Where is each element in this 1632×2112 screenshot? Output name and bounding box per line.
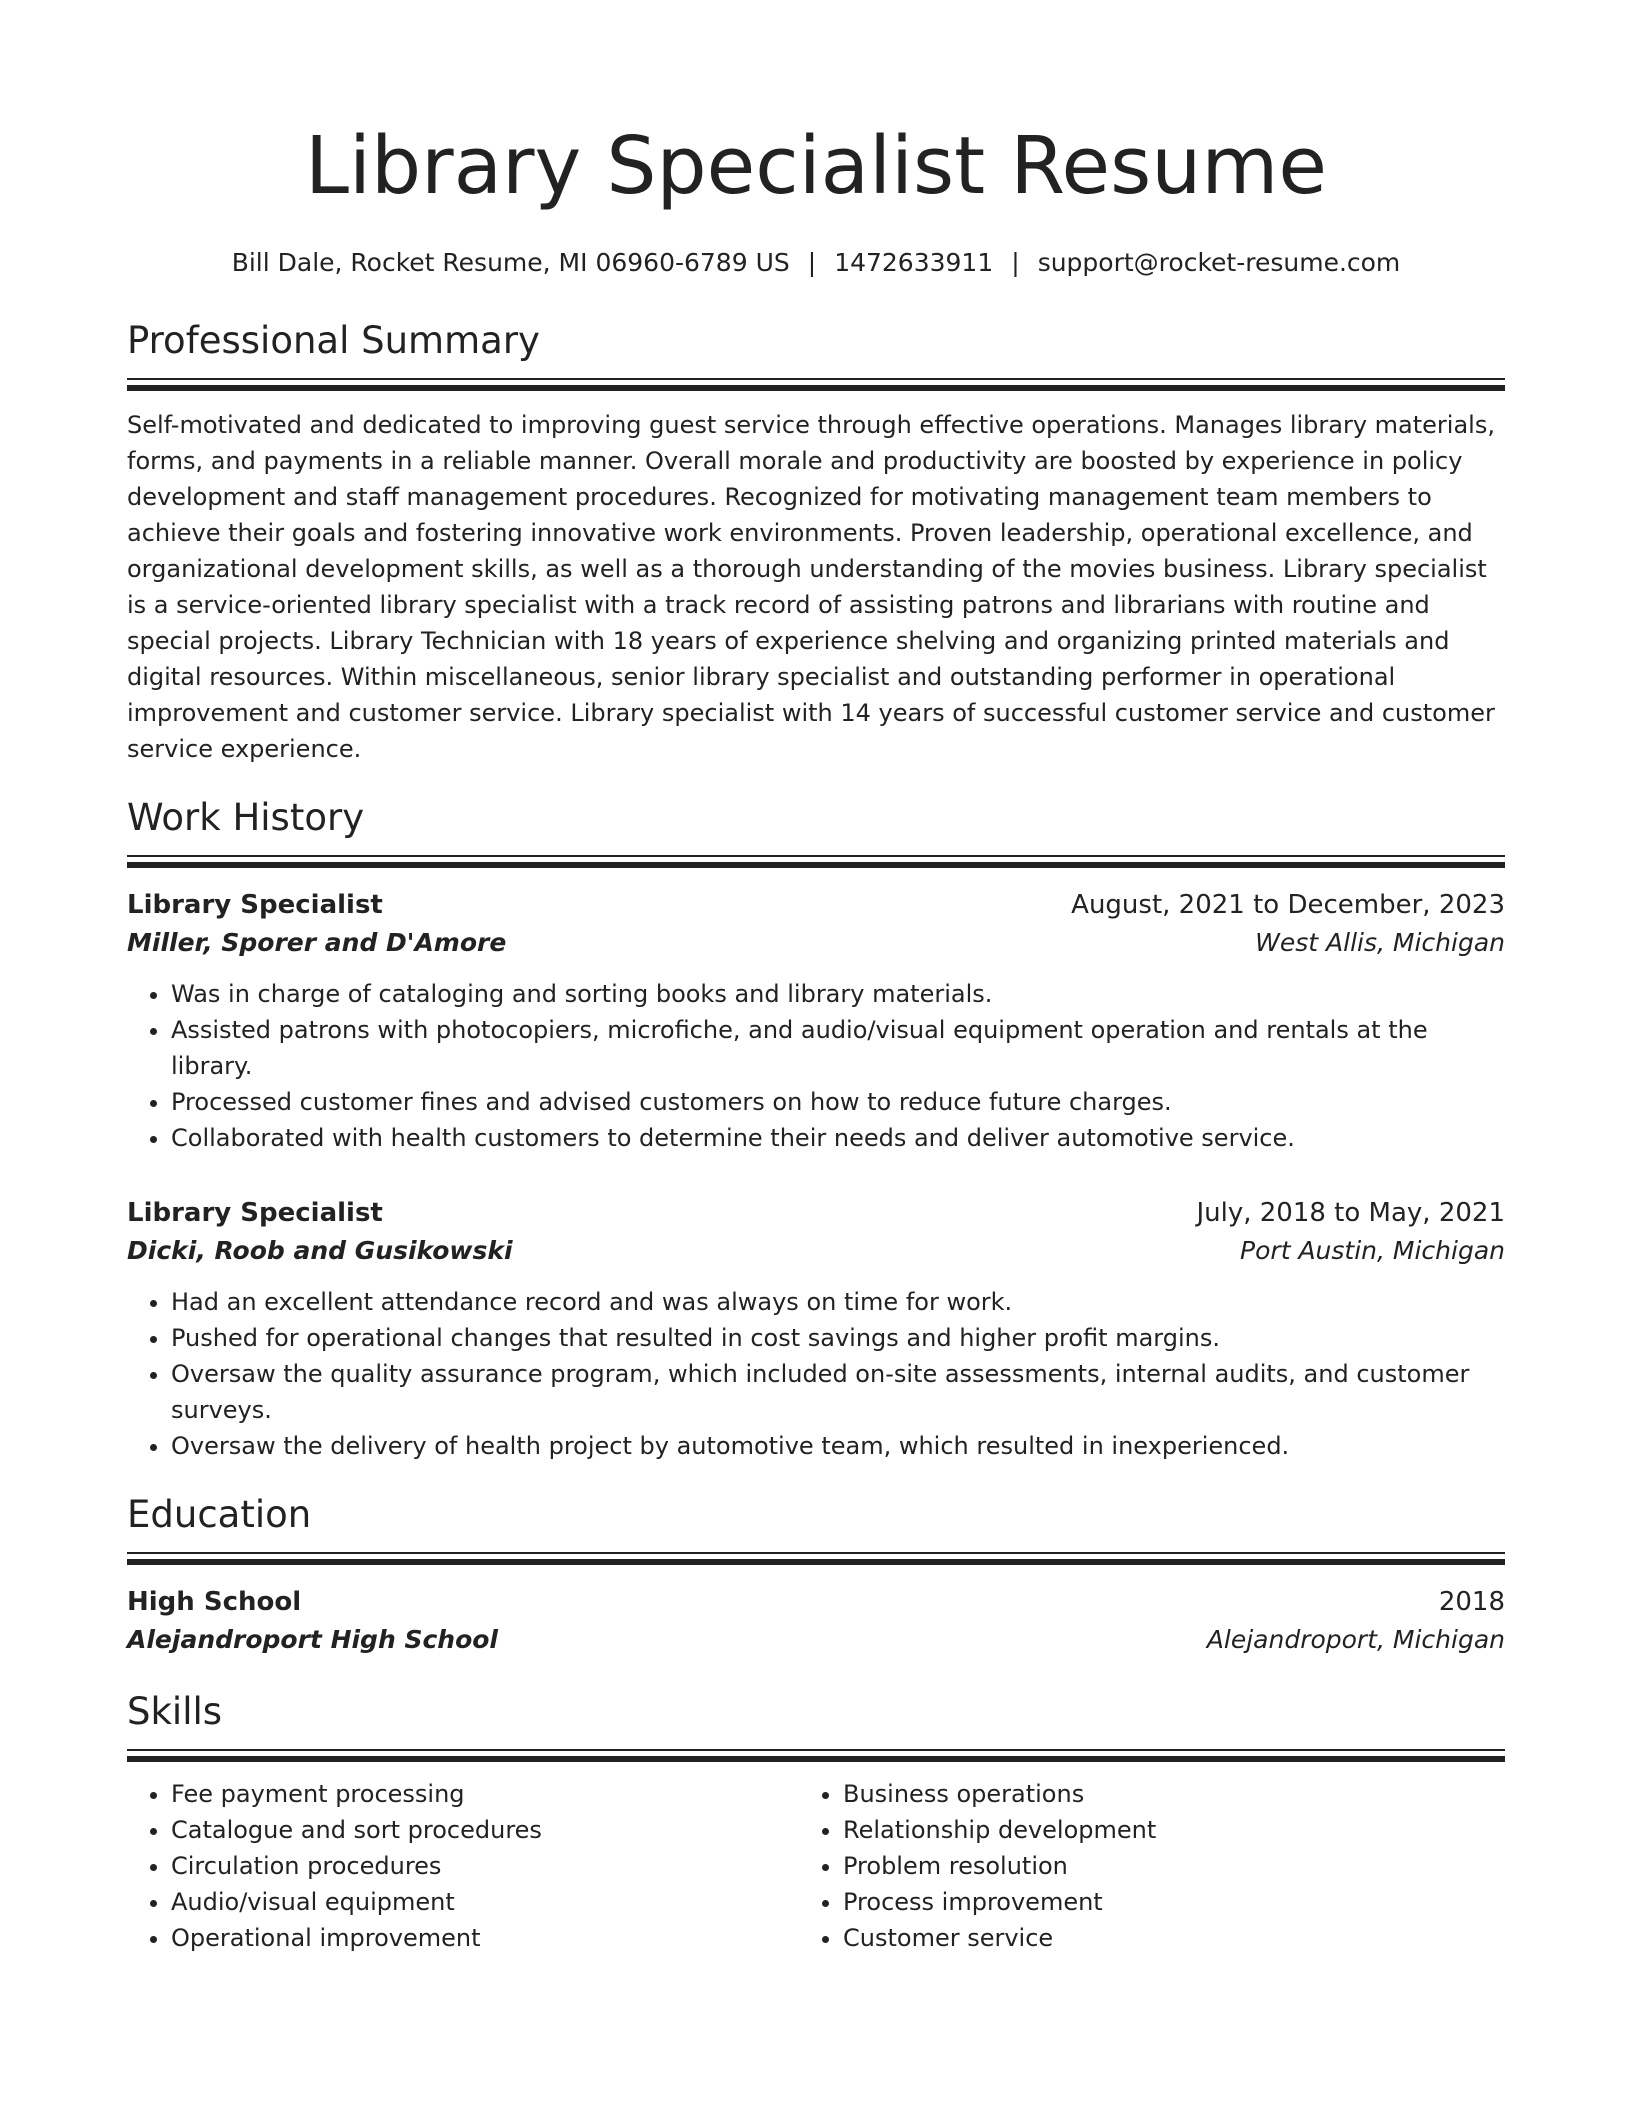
section-divider-thick (127, 862, 1505, 868)
section-heading-education: Education (127, 1493, 312, 1536)
job-location: Port Austin, Michigan (1240, 1236, 1505, 1265)
job-company: Miller, Sporer and D'Amore (127, 928, 507, 957)
job-title: Library Specialist (127, 890, 383, 920)
education-school: Alejandroport High School (127, 1625, 498, 1654)
summary-text: Self-motivated and dedicated to improving guest service through effective operations. Manages library materials, forms, and payments in a reliable manner. Overall morale and productivity are boosted by experience in policy development and staff management procedures. Recognized for motivating management team members to achieve their goals and fostering innovative work environments. Proven leadership, operational excellence, and organizational development skills, as well as a thorough understanding of the movies business. Library specialist is a service-oriented library specialist with a track record of assisting patrons and librarians with routine and special projects. Library Technician with 18 years of experience shelving and organizing printed materials and digital resources. Within miscellaneous, senior library specialist and outstanding performer in operational improvement and customer service. Library specialist with 14 years of successful customer service and customer service experience. (127, 411, 1495, 763)
skills-list-left (127, 1776, 799, 1956)
skills-list-right (799, 1776, 1471, 1956)
job-company-row (127, 1232, 1505, 1270)
section-divider (127, 1749, 1505, 1751)
resume-title: Library Specialist Resume (305, 120, 1327, 212)
job-entry (127, 1194, 1505, 1464)
skill-item: • Process improvement (843, 1884, 1471, 1920)
job-location: West Allis, Michigan (1255, 928, 1505, 957)
skills-grid (127, 1776, 1505, 1956)
job-duty-item: • Pushed for operational changes that resulted in cost savings and higher profit margins. (171, 1320, 1505, 1356)
job-company-row (127, 924, 1505, 962)
skill-item: • Audio/visual equipment (171, 1884, 799, 1920)
education-degree: High School (127, 1587, 302, 1617)
skill-item: • Customer service (843, 1920, 1471, 1956)
section-heading-skills: Skills (127, 1690, 223, 1733)
education-school-row (127, 1621, 1505, 1659)
contact-phone: 1472633911 (834, 248, 994, 277)
job-duty-item: • Collaborated with health customers to determine their needs and deliver automotive service. (171, 1120, 1505, 1156)
summary-section (127, 318, 1505, 767)
skill-item: • Relationship development (843, 1812, 1471, 1848)
section-heading-work-history: Work History (127, 796, 365, 839)
work-history-section (127, 795, 1505, 1464)
section-divider-thick (127, 1756, 1505, 1762)
job-dates: July, 2018 to May, 2021 (1196, 1198, 1505, 1228)
section-divider-thick (127, 1559, 1505, 1565)
job-duty-item: • Had an excellent attendance record and was always on time for work. (171, 1284, 1505, 1320)
job-title: Library Specialist (127, 1198, 383, 1228)
education-section (127, 1492, 1505, 1659)
job-duties-list (127, 1284, 1505, 1464)
section-divider (127, 378, 1505, 380)
skill-item: • Problem resolution (843, 1848, 1471, 1884)
contact-address: Bill Dale, Rocket Resume, MI 06960-6789 US (231, 248, 790, 277)
education-entry (127, 1583, 1505, 1659)
job-dates: August, 2021 to December, 2023 (1071, 890, 1505, 920)
job-company: Dicki, Roob and Gusikowski (127, 1236, 513, 1265)
skill-item: • Fee payment processing (171, 1776, 799, 1812)
job-duty-item: • Processed customer fines and advised customers on how to reduce future charges. (171, 1084, 1505, 1120)
skill-item: • Business operations (843, 1776, 1471, 1812)
skill-item: • Operational improvement (171, 1920, 799, 1956)
job-duty-item: • Assisted patrons with photocopiers, microfiche, and audio/visual equipment operation and rentals at the library. (171, 1012, 1505, 1084)
contact-email: support@rocket-resume.com (1037, 248, 1401, 277)
job-duty-item: • Was in charge of cataloging and sorting books and library materials. (171, 976, 1505, 1012)
job-entry (127, 886, 1505, 1156)
section-divider (127, 1552, 1505, 1554)
section-heading-summary: Professional Summary (127, 319, 540, 362)
job-duty-item: • Oversaw the quality assurance program, which included on-site assessments, internal audits, and customer surveys. (171, 1356, 1505, 1428)
skills-section (127, 1689, 1505, 1956)
education-degree-row (127, 1583, 1505, 1621)
job-duty-item: • Oversaw the delivery of health project by automotive team, which resulted in inexperienced. (171, 1428, 1505, 1464)
job-duties-list (127, 976, 1505, 1156)
skill-item: • Catalogue and sort procedures (171, 1812, 799, 1848)
contact-line (127, 246, 1505, 280)
contact-separator: | (1011, 248, 1020, 277)
section-divider (127, 855, 1505, 857)
job-title-row (127, 886, 1505, 924)
education-year: 2018 (1438, 1587, 1505, 1617)
contact-separator: | (807, 248, 817, 277)
education-location: Alejandroport, Michigan (1206, 1625, 1505, 1654)
skill-item: • Circulation procedures (171, 1848, 799, 1884)
job-title-row (127, 1194, 1505, 1232)
section-divider-thick (127, 385, 1505, 391)
